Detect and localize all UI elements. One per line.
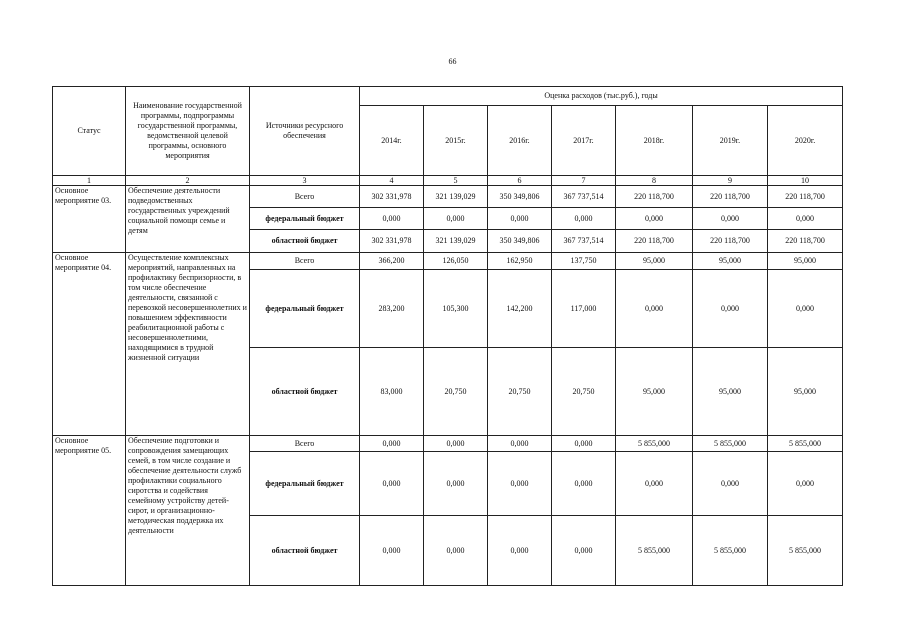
value-cell: 162,950	[488, 253, 552, 270]
column-number: 7	[552, 176, 616, 186]
funding-source-cell: Всего	[250, 253, 360, 270]
value-cell: 95,000	[693, 348, 768, 436]
value-cell: 366,200	[360, 253, 424, 270]
value-cell: 321 139,029	[424, 186, 488, 208]
value-cell: 137,750	[552, 253, 616, 270]
table-row	[53, 253, 843, 270]
header-year: 2014г.	[360, 106, 424, 176]
program-name-cell: Обеспечение деятельности подведомственных государственных учреждений социальной помощи семье и детям	[126, 186, 250, 253]
column-number-row	[53, 176, 843, 186]
column-number: 4	[360, 176, 424, 186]
value-cell: 126,050	[424, 253, 488, 270]
value-cell: 367 737,514	[552, 230, 616, 253]
value-cell: 220 118,700	[768, 230, 843, 253]
value-cell: 95,000	[693, 253, 768, 270]
funding-source-cell: федеральный бюджет	[250, 270, 360, 348]
value-cell: 0,000	[424, 208, 488, 230]
value-cell: 5 855,000	[693, 436, 768, 452]
value-cell: 0,000	[424, 436, 488, 452]
value-cell: 220 118,700	[616, 230, 693, 253]
value-cell: 5 855,000	[616, 436, 693, 452]
header-estimate: Оценка расходов (тыс.руб.), годы	[360, 87, 843, 106]
value-cell: 220 118,700	[693, 186, 768, 208]
header-source: Источники ресурсного обеспечения	[250, 87, 360, 176]
value-cell: 0,000	[360, 208, 424, 230]
value-cell: 350 349,806	[488, 230, 552, 253]
header-year: 2020г.	[768, 106, 843, 176]
header-year: 2019г.	[693, 106, 768, 176]
value-cell: 105,300	[424, 270, 488, 348]
value-cell: 0,000	[360, 436, 424, 452]
status-cell: Основное мероприятие 03.	[53, 186, 126, 253]
value-cell: 220 118,700	[768, 186, 843, 208]
budget-table	[52, 86, 843, 586]
column-number: 1	[53, 176, 126, 186]
program-name-cell: Осуществление комплексных мероприятий, направленных на профилактику беспризорности, в том числе обеспечение деятельности, связанной с перевозкой несовершеннолетних и повышением эффективности реабилитационной работы с несовершеннолетними, находящимися в трудной жизненной ситуации	[126, 253, 250, 436]
value-cell: 0,000	[552, 208, 616, 230]
column-number: 2	[126, 176, 250, 186]
header-status: Статус	[53, 87, 126, 176]
header-name: Наименование государственной программы, подпрограммы государственной программы, ведомственной целевой программы, основного мероприятия	[126, 87, 250, 176]
value-cell: 20,750	[424, 348, 488, 436]
value-cell: 5 855,000	[768, 436, 843, 452]
page-number: 66	[448, 57, 457, 66]
value-cell: 302 331,978	[360, 186, 424, 208]
funding-source-cell: федеральный бюджет	[250, 452, 360, 516]
value-cell: 0,000	[488, 436, 552, 452]
status-cell: Основное мероприятие 05.	[53, 436, 126, 586]
value-cell: 117,000	[552, 270, 616, 348]
funding-source-cell: областной бюджет	[250, 516, 360, 586]
column-number: 6	[488, 176, 552, 186]
column-number: 10	[768, 176, 843, 186]
value-cell: 5 855,000	[616, 516, 693, 586]
value-cell: 0,000	[768, 452, 843, 516]
value-cell: 0,000	[360, 452, 424, 516]
value-cell: 5 855,000	[768, 516, 843, 586]
value-cell: 0,000	[488, 208, 552, 230]
value-cell: 220 118,700	[693, 230, 768, 253]
value-cell: 0,000	[616, 452, 693, 516]
header-year: 2016г.	[488, 106, 552, 176]
value-cell: 0,000	[552, 452, 616, 516]
value-cell: 0,000	[693, 452, 768, 516]
funding-source-cell: Всего	[250, 436, 360, 452]
value-cell: 95,000	[768, 253, 843, 270]
value-cell: 95,000	[768, 348, 843, 436]
header-year: 2015г.	[424, 106, 488, 176]
value-cell: 0,000	[424, 516, 488, 586]
funding-source-cell: федеральный бюджет	[250, 208, 360, 230]
value-cell: 367 737,514	[552, 186, 616, 208]
value-cell: 0,000	[616, 270, 693, 348]
value-cell: 0,000	[552, 436, 616, 452]
value-cell: 220 118,700	[616, 186, 693, 208]
header-year: 2017г.	[552, 106, 616, 176]
column-number: 5	[424, 176, 488, 186]
value-cell: 0,000	[488, 452, 552, 516]
column-number: 9	[693, 176, 768, 186]
value-cell: 350 349,806	[488, 186, 552, 208]
value-cell: 95,000	[616, 253, 693, 270]
value-cell: 0,000	[693, 270, 768, 348]
table-row	[53, 436, 843, 452]
value-cell: 283,200	[360, 270, 424, 348]
funding-source-cell: областной бюджет	[250, 348, 360, 436]
value-cell: 0,000	[552, 516, 616, 586]
value-cell: 95,000	[616, 348, 693, 436]
value-cell: 0,000	[693, 208, 768, 230]
value-cell: 142,200	[488, 270, 552, 348]
status-cell: Основное мероприятие 04.	[53, 253, 126, 436]
value-cell: 0,000	[424, 452, 488, 516]
value-cell: 302 331,978	[360, 230, 424, 253]
value-cell: 83,000	[360, 348, 424, 436]
table-row	[53, 186, 843, 208]
column-number: 3	[250, 176, 360, 186]
value-cell: 20,750	[552, 348, 616, 436]
value-cell: 5 855,000	[693, 516, 768, 586]
program-name-cell: Обеспечение подготовки и сопровождения замещающих семей, в том числе создание и обеспечение деятельности служб профилактики социального сиротства и содействия семейному устройству детей-сирот, и организационно-методическая поддержка их деятельности	[126, 436, 250, 586]
header-year: 2018г.	[616, 106, 693, 176]
funding-source-cell: областной бюджет	[250, 230, 360, 253]
column-number: 8	[616, 176, 693, 186]
value-cell: 0,000	[488, 516, 552, 586]
value-cell: 0,000	[616, 208, 693, 230]
funding-source-cell: Всего	[250, 186, 360, 208]
value-cell: 0,000	[768, 208, 843, 230]
value-cell: 20,750	[488, 348, 552, 436]
value-cell: 0,000	[360, 516, 424, 586]
value-cell: 0,000	[768, 270, 843, 348]
value-cell: 321 139,029	[424, 230, 488, 253]
